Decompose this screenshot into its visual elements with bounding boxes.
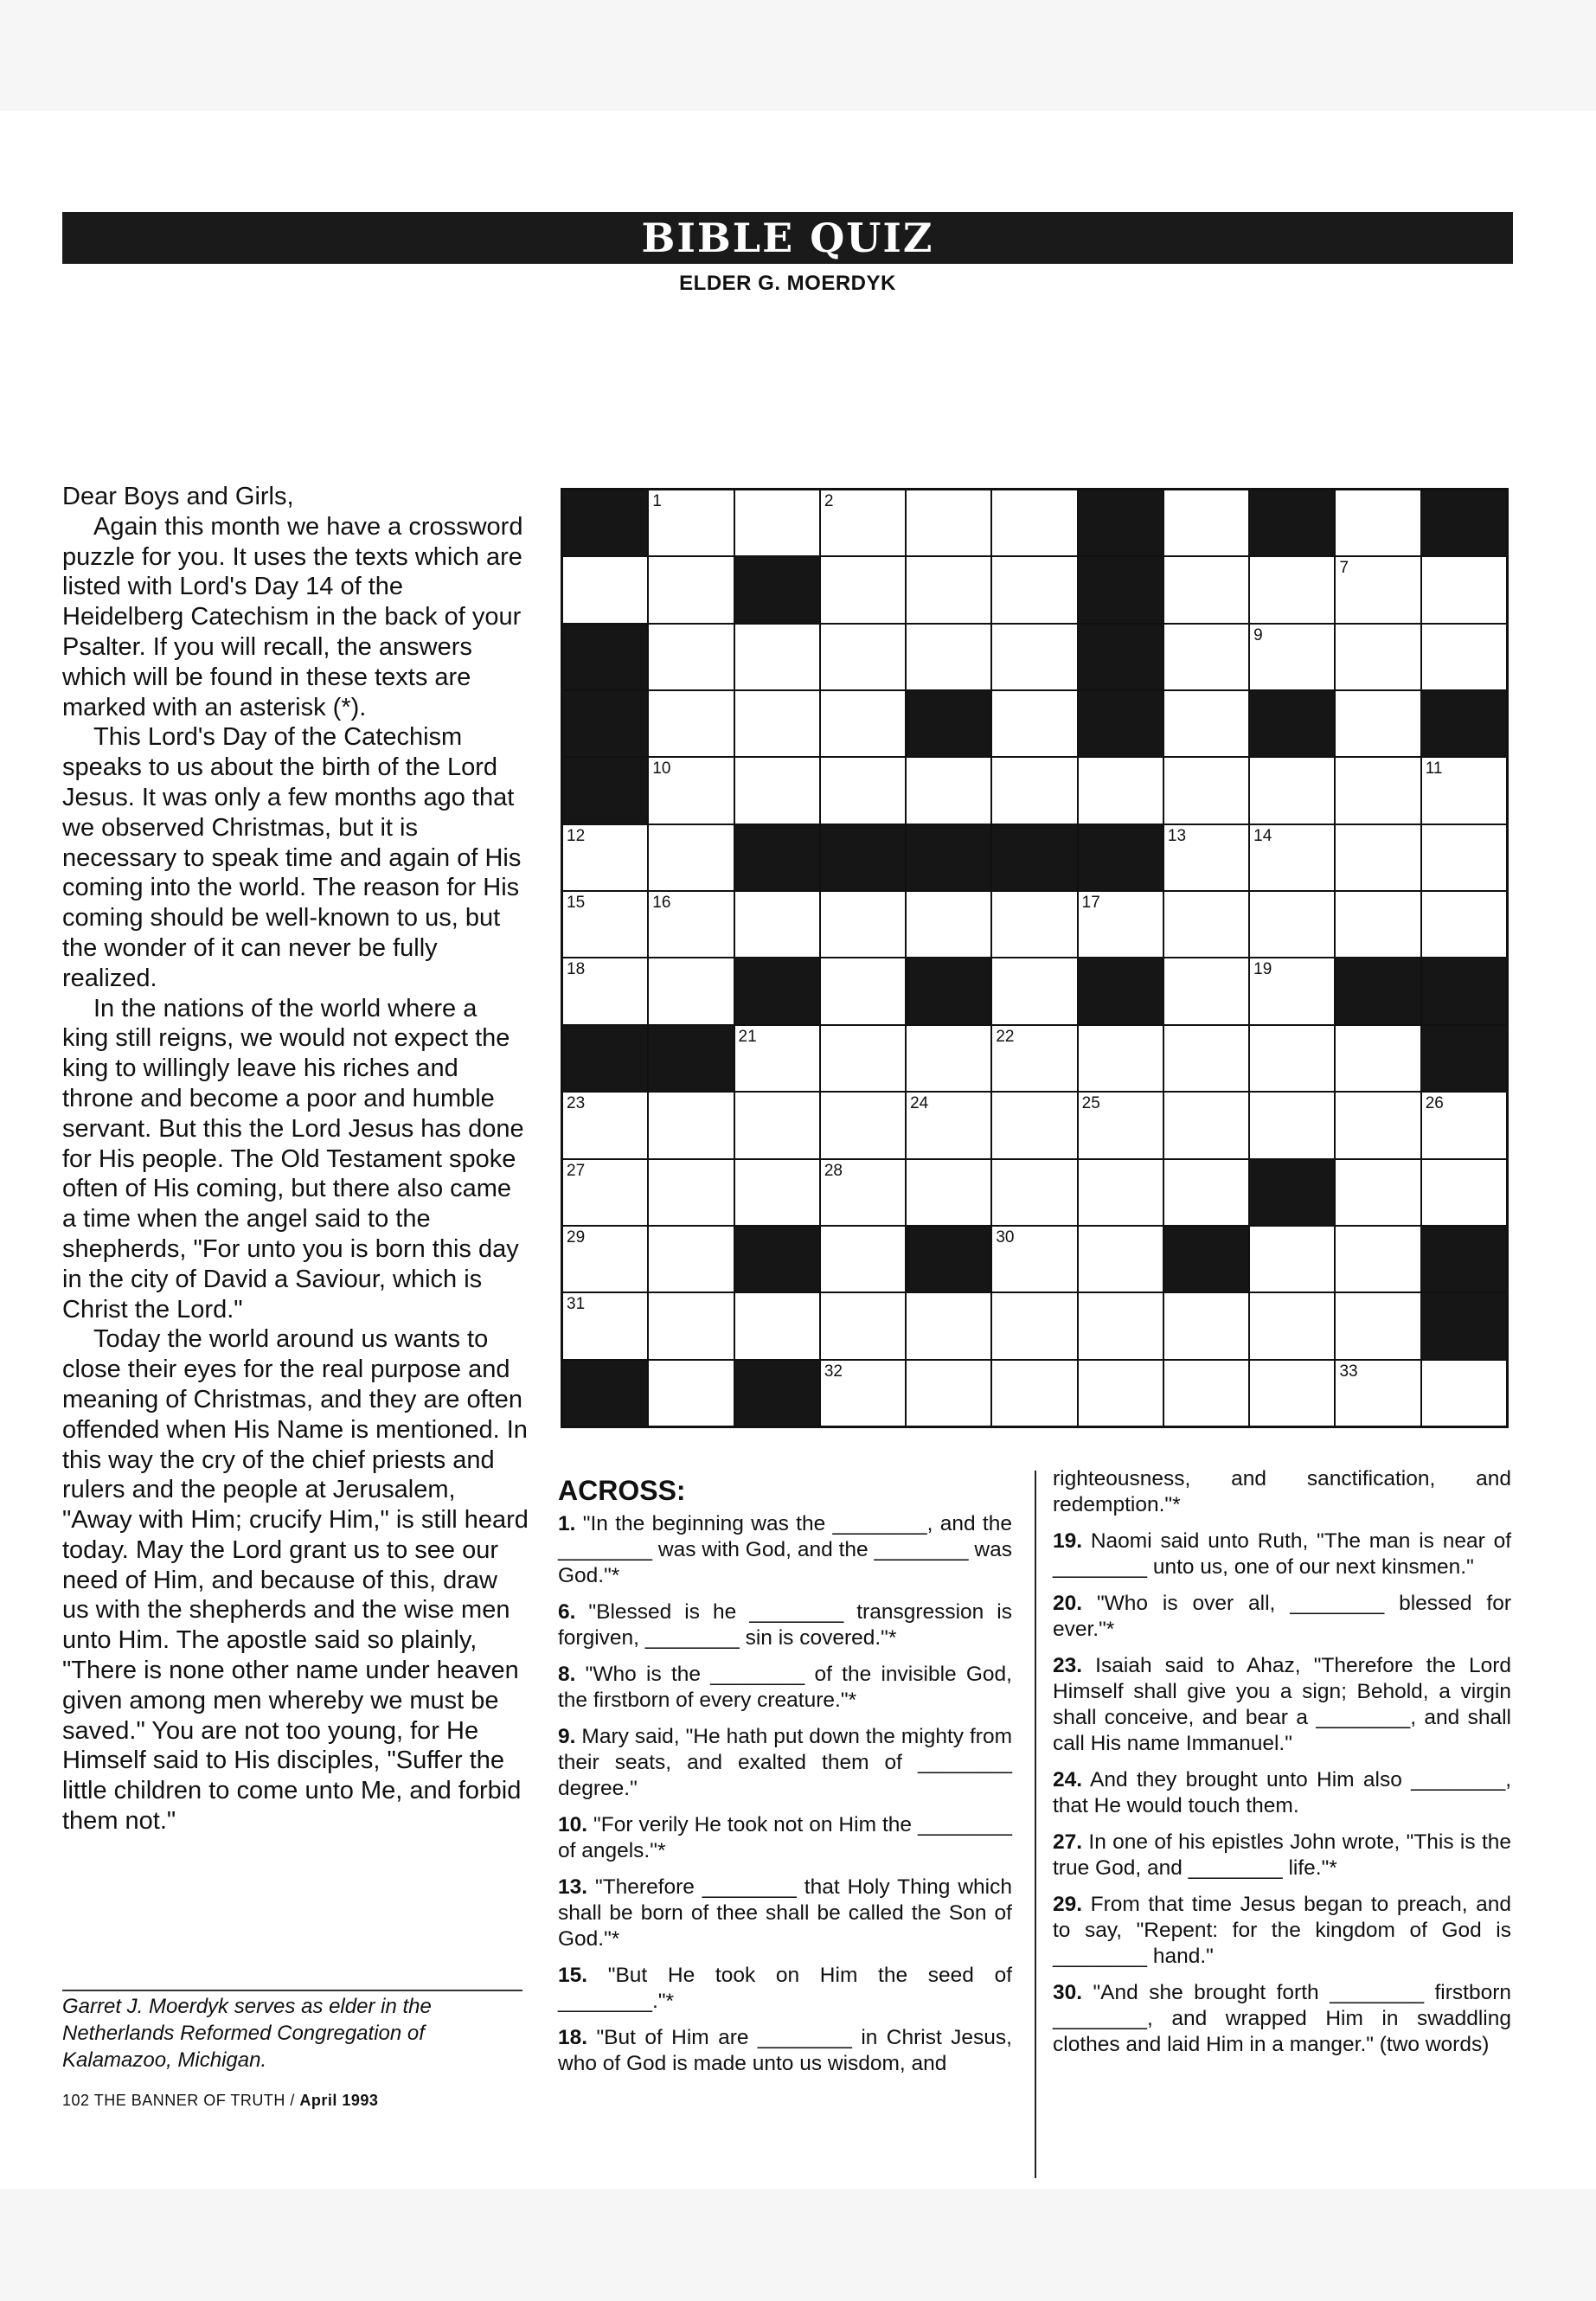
clue-number: 11	[1425, 760, 1443, 779]
crossword-cell[interactable]	[1336, 1026, 1420, 1091]
clue-item-text: "Blessed is he ________ transgression is forgiven, ________ sin is covered."*	[558, 1600, 1012, 1650]
crossword-cell[interactable]	[1250, 825, 1334, 890]
crossword-cell[interactable]	[649, 1160, 733, 1225]
clue-number: 15	[567, 894, 586, 913]
clue-item-text: "For verily He took not on Him the ________ of angels."*	[558, 1813, 1012, 1862]
crossword-cell[interactable]	[992, 958, 1076, 1023]
clue-item-number: 8.	[558, 1663, 576, 1686]
crossword-cell[interactable]	[563, 825, 647, 890]
clue-number: 19	[1253, 960, 1272, 979]
letter-salutation: Dear Boys and Girls,	[62, 483, 294, 510]
crossword-block	[1422, 490, 1506, 555]
crossword-block	[1336, 958, 1420, 1023]
column-divider	[1035, 1471, 1036, 2178]
letter-paragraph: Again this month we have a crossword puzzle for you. It uses the texts which are listed with Lord's Day 14 of the Heidelberg Catechism in the back of your Psalter. If you will recall, the answers which will be found in these texts are marked with an asterisk (*).	[62, 512, 523, 721]
crossword-cell[interactable]	[992, 490, 1076, 555]
crossword-cell[interactable]	[821, 490, 905, 555]
crossword-cell[interactable]	[907, 1026, 990, 1091]
bio-divider	[62, 1990, 522, 1991]
crossword-block	[1422, 1227, 1506, 1292]
clues-right-column	[1053, 1466, 1511, 2068]
crossword-cell[interactable]	[821, 1361, 905, 1426]
crossword-block	[907, 691, 990, 756]
crossword-cell[interactable]	[907, 892, 990, 957]
clue-item	[558, 1599, 1012, 1651]
crossword-cell[interactable]	[1079, 1160, 1163, 1225]
crossword-cell[interactable]	[1164, 1361, 1248, 1426]
clue-item	[558, 2025, 1012, 2077]
clue-item-number: 23.	[1053, 1654, 1083, 1677]
crossword-cell[interactable]	[649, 825, 733, 890]
clue-item-number: 13.	[558, 1875, 588, 1899]
crossword-cell[interactable]	[1422, 892, 1506, 957]
crossword-block	[735, 1227, 819, 1292]
crossword-cell[interactable]	[1250, 1293, 1334, 1358]
letter-paragraph: In the nations of the world where a king still reigns, we would not expect the king to willingly leave his riches and throne and become a poor and humble servant. But this the Lord Jesus has done for His people. The Old Testament spoke often of His coming, but there also came a time when the angel said to the shepherds, "For unto you is born this day in the city of David a Saviour, which is Christ the Lord."	[62, 994, 524, 1324]
crossword-cell[interactable]	[735, 691, 819, 756]
clue-item-number: 30.	[1053, 1981, 1083, 2004]
crossword-cell[interactable]	[1250, 958, 1334, 1023]
crossword-block	[563, 625, 647, 689]
clue-number: 1	[652, 492, 662, 510]
crossword-cell[interactable]	[821, 1293, 905, 1358]
crossword-cell[interactable]	[1250, 892, 1334, 957]
clue-item	[1053, 1529, 1511, 1580]
crossword-cell[interactable]	[1336, 691, 1420, 756]
crossword-cell[interactable]	[992, 1227, 1076, 1292]
crossword-cell[interactable]	[992, 892, 1076, 957]
clue-item-text: And they brought unto Him also ________, that He would touch them.	[1053, 1768, 1511, 1817]
crossword-block	[735, 958, 819, 1023]
crossword-cell[interactable]	[563, 1093, 647, 1157]
author-byline: ELDER G. MOERDYK	[679, 272, 896, 295]
clue-number: 33	[1339, 1362, 1358, 1381]
clue-item-number: 27.	[1053, 1830, 1083, 1854]
crossword-cell[interactable]	[1250, 557, 1334, 622]
crossword-cell[interactable]	[649, 691, 733, 756]
crossword-cell[interactable]	[907, 557, 990, 622]
crossword-cell[interactable]	[1250, 1361, 1334, 1426]
crossword-cell[interactable]	[563, 892, 647, 957]
crossword-cell[interactable]	[821, 1227, 905, 1292]
crossword-cell[interactable]	[735, 1026, 819, 1091]
crossword-cell[interactable]	[1079, 1026, 1163, 1091]
clue-item-number: 29.	[1053, 1893, 1083, 1916]
crossword-cell[interactable]	[907, 1160, 990, 1225]
crossword-cell[interactable]	[1336, 625, 1420, 689]
crossword-cell[interactable]	[821, 892, 905, 957]
crossword-cell[interactable]	[649, 892, 733, 957]
clue-number: 24	[910, 1094, 929, 1113]
crossword-cell[interactable]	[649, 490, 733, 555]
page-title: BIBLE QUIZ	[62, 212, 1513, 264]
crossword-block	[563, 1026, 647, 1091]
crossword-block	[735, 825, 819, 890]
crossword-block	[1422, 958, 1506, 1023]
crossword-block	[563, 490, 647, 555]
crossword-cell[interactable]	[1250, 1093, 1334, 1157]
crossword-cell[interactable]	[907, 490, 990, 555]
crossword-block	[563, 758, 647, 823]
crossword-cell[interactable]	[1336, 825, 1420, 890]
crossword-cell[interactable]	[649, 758, 733, 823]
clue-number: 27	[567, 1161, 586, 1180]
crossword-cell[interactable]	[1336, 892, 1420, 957]
crossword-cell[interactable]	[1164, 958, 1248, 1023]
crossword-cell[interactable]	[735, 758, 819, 823]
crossword-cell[interactable]	[649, 557, 733, 622]
crossword-cell[interactable]	[563, 1293, 647, 1358]
clue-number: 29	[567, 1227, 586, 1247]
crossword-cell[interactable]	[821, 691, 905, 756]
letter-body	[62, 482, 529, 1836]
scan-margin-bottom	[0, 2189, 1596, 2301]
crossword-cell[interactable]	[1164, 625, 1248, 689]
crossword-block	[907, 825, 990, 890]
crossword-cell[interactable]	[1164, 1293, 1248, 1358]
crossword-block	[563, 691, 647, 756]
clue-number: 17	[1081, 894, 1100, 913]
clue-item-number: 9.	[558, 1725, 576, 1748]
crossword-cell[interactable]	[992, 758, 1076, 823]
clue-item-text: "Who is the ________ of the invisible God, the firstborn of every creature."*	[558, 1663, 1012, 1712]
clue-item-text: "Therefore ________ that Holy Thing which shall be born of thee shall be called the Son of God."*	[558, 1875, 1012, 1951]
clue-item-text: Naomi said unto Ruth, "The man is near of ________ unto us, one of our next kinsmen."	[1053, 1529, 1511, 1579]
crossword-cell[interactable]	[992, 1361, 1076, 1426]
crossword-cell[interactable]	[649, 1227, 733, 1292]
crossword-cell[interactable]	[1079, 892, 1163, 957]
crossword-cell[interactable]	[649, 958, 733, 1023]
crossword-cell[interactable]	[992, 691, 1076, 756]
crossword-cell[interactable]	[1250, 758, 1334, 823]
crossword-cell[interactable]	[1164, 825, 1248, 890]
crossword-cell[interactable]	[1422, 825, 1506, 890]
crossword-cell[interactable]	[735, 1160, 819, 1225]
clue-item-text: Mary said, "He hath put down the mighty from their seats, and exalted them of ________ degree."	[558, 1725, 1012, 1800]
letter-paragraph: This Lord's Day of the Catechism speaks to us about the birth of the Lord Jesus. It was only a few months ago that we observed Christmas, but it is necessary to speak time and again of His coming into the world. The reason for His coming should be well-known to us, but the wonder of it can never be fully realized.	[62, 723, 522, 992]
crossword-cell[interactable]	[1164, 691, 1248, 756]
clue-item	[1053, 1980, 1511, 2058]
clue-number: 32	[824, 1362, 843, 1381]
page-footer	[62, 2092, 378, 2110]
crossword-cell[interactable]	[1422, 625, 1506, 689]
clue-item-text: "In the beginning was the ________, and the ________ was with God, and the ________ was God."*	[558, 1512, 1012, 1587]
crossword-cell[interactable]	[992, 1093, 1076, 1157]
clue-number: 22	[996, 1027, 1015, 1046]
clue-continuation: righteousness, and sanctification, and redemption."*	[1053, 1467, 1511, 1516]
clue-item-text: From that time Jesus began to preach, and to say, "Repent: for the kingdom of God is ________ hand."	[1053, 1893, 1511, 1968]
clue-item	[1053, 1591, 1511, 1643]
scan-margin-top	[0, 0, 1596, 111]
clue-item	[558, 1812, 1012, 1864]
crossword-cell[interactable]	[649, 1093, 733, 1157]
crossword-cell[interactable]	[1164, 1160, 1248, 1225]
clue-item	[558, 1511, 1012, 1589]
crossword-cell[interactable]	[1336, 1160, 1420, 1225]
crossword-cell[interactable]	[821, 1026, 905, 1091]
clue-number: 23	[567, 1094, 586, 1113]
letter-paragraph: Today the world around us wants to close their eyes for the real purpose and meaning of Christmas, and they are often offended when His Name is mentioned. In this way the cry of the chief priests and rulers and the people at Jerusalem, "Away with Him; crucify Him," is still heard today. May the Lord grant us to see our need of Him, and because of this, draw us with the shepherds and the wise men unto Him. The apostle said so plainly, "There is none other name under heaven given among men whereby we must be saved." You are not too young, for He Himself said to His disciples, "Suffer the little children to come unto Me, and forbid them not."	[62, 1325, 529, 1836]
crossword-cell[interactable]	[649, 1293, 733, 1358]
crossword-cell[interactable]	[821, 1160, 905, 1225]
clue-number: 14	[1253, 826, 1272, 845]
clue-item	[558, 1963, 1012, 2015]
clue-item-number: 18.	[558, 2026, 588, 2049]
crossword-block	[1079, 557, 1163, 622]
crossword-cell[interactable]	[821, 625, 905, 689]
crossword-cell[interactable]	[1336, 758, 1420, 823]
clue-item	[558, 1875, 1012, 1952]
clue-number: 12	[567, 826, 586, 845]
crossword-block	[907, 958, 990, 1023]
crossword-block	[1422, 1293, 1506, 1358]
crossword-block	[1422, 1026, 1506, 1091]
clue-item-number: 15.	[558, 1964, 588, 1987]
crossword-cell[interactable]	[907, 1293, 990, 1358]
crossword-cell[interactable]	[1164, 1026, 1248, 1091]
clue-item-text: "Who is over all, ________ blessed for ever."*	[1053, 1592, 1511, 1641]
crossword-cell[interactable]	[907, 1093, 990, 1157]
clue-number: 25	[1081, 1094, 1100, 1113]
clue-item-text: "And she brought forth ________ firstborn ________, and wrapped Him in swaddling clothes and laid Him in a manger." (two words)	[1053, 1981, 1511, 2056]
crossword-cell[interactable]	[649, 625, 733, 689]
crossword-cell[interactable]	[1422, 758, 1506, 823]
crossword-cell[interactable]	[1422, 557, 1506, 622]
crossword-cell[interactable]	[649, 1361, 733, 1426]
crossword-block	[992, 825, 1076, 890]
crossword-cell[interactable]	[1336, 1227, 1420, 1292]
clue-number: 13	[1167, 826, 1187, 845]
clue-item-number: 6.	[558, 1600, 576, 1624]
crossword-cell[interactable]	[563, 958, 647, 1023]
crossword-cell[interactable]	[1164, 892, 1248, 957]
footer-issue: April 1993	[299, 2092, 379, 2109]
crossword-cell[interactable]	[735, 892, 819, 957]
crossword-cell[interactable]	[1422, 1093, 1506, 1157]
clue-item-text: "But of Him are ________ in Christ Jesus, who of God is made unto us wisdom, and	[558, 2026, 1012, 2075]
clue-number: 28	[824, 1161, 843, 1180]
clues-left-column	[558, 1475, 1012, 2087]
clue-number: 2	[824, 492, 834, 510]
crossword-cell[interactable]	[1079, 1361, 1163, 1426]
crossword-cell[interactable]	[1079, 1227, 1163, 1292]
crossword-cell[interactable]	[992, 1293, 1076, 1358]
crossword-cell[interactable]	[907, 1361, 990, 1426]
clue-number: 7	[1339, 559, 1349, 578]
clue-item	[558, 1662, 1012, 1714]
clue-number: 21	[738, 1027, 757, 1046]
clue-item	[1053, 1830, 1511, 1881]
crossword-cell[interactable]	[1250, 1026, 1334, 1091]
across-heading: ACROSS:	[558, 1475, 686, 1506]
clue-number: 30	[996, 1227, 1015, 1247]
crossword-cell[interactable]	[1164, 557, 1248, 622]
clue-item-text: "But He took on Him the seed of ________."*	[558, 1964, 1012, 2013]
clue-number: 18	[567, 960, 586, 979]
crossword-cell[interactable]	[735, 1293, 819, 1358]
clue-item-number: 10.	[558, 1813, 588, 1836]
crossword-block	[563, 1361, 647, 1426]
crossword-cell[interactable]	[563, 557, 647, 622]
crossword-cell[interactable]	[1164, 1093, 1248, 1157]
crossword-cell[interactable]	[1250, 1227, 1334, 1292]
clue-item-number: 24.	[1053, 1768, 1083, 1791]
crossword-cell[interactable]	[992, 1160, 1076, 1225]
crossword-block	[1079, 825, 1163, 890]
crossword-block	[1079, 625, 1163, 689]
clue-number: 9	[1253, 625, 1263, 644]
clue-number: 10	[652, 760, 671, 779]
crossword-cell[interactable]	[1336, 1093, 1420, 1157]
crossword-cell[interactable]	[821, 958, 905, 1023]
crossword-cell[interactable]	[992, 1026, 1076, 1091]
crossword-block	[735, 557, 819, 622]
crossword-cell[interactable]	[735, 1093, 819, 1157]
clue-item-text: In one of his epistles John wrote, "This is the true God, and ________ life."*	[1053, 1830, 1511, 1880]
crossword-cell[interactable]	[1336, 557, 1420, 622]
crossword-cell[interactable]	[1422, 1160, 1506, 1225]
crossword-block	[1079, 490, 1163, 555]
clue-item	[1053, 1892, 1511, 1970]
crossword-block	[1250, 490, 1334, 555]
crossword-cell[interactable]	[1079, 1093, 1163, 1157]
crossword-cell[interactable]	[821, 758, 905, 823]
crossword-block	[1250, 691, 1334, 756]
crossword-block	[1079, 958, 1163, 1023]
crossword-cell[interactable]	[1164, 758, 1248, 823]
crossword-block	[649, 1026, 733, 1091]
crossword-block	[1079, 691, 1163, 756]
clue-item	[558, 1724, 1012, 1802]
crossword-cell[interactable]	[1164, 490, 1248, 555]
footer-publication: 102 THE BANNER OF TRUTH /	[62, 2092, 300, 2109]
crossword-cell[interactable]	[1250, 625, 1334, 689]
clue-number: 31	[567, 1295, 586, 1314]
clue-item-number: 1.	[558, 1512, 576, 1535]
crossword-cell[interactable]	[992, 557, 1076, 622]
author-bio: Garret J. Moerdyk serves as elder in the Netherlands Reformed Congregation of Kalamazoo, Michigan.	[62, 1995, 432, 2072]
clue-item-number: 19.	[1053, 1529, 1083, 1553]
clue-item-number: 20.	[1053, 1592, 1083, 1615]
crossword-block	[1250, 1160, 1334, 1225]
crossword-cell[interactable]	[1079, 758, 1163, 823]
crossword-cell[interactable]	[821, 557, 905, 622]
crossword-cell[interactable]	[735, 625, 819, 689]
crossword-block	[1422, 691, 1506, 756]
crossword-cell[interactable]	[907, 625, 990, 689]
crossword-block	[1164, 1227, 1248, 1292]
crossword-block	[907, 1227, 990, 1292]
clue-number: 26	[1425, 1094, 1444, 1113]
clue-item	[1053, 1767, 1511, 1819]
crossword-block	[735, 1361, 819, 1426]
crossword-cell[interactable]	[735, 490, 819, 555]
crossword-cell[interactable]	[992, 625, 1076, 689]
crossword-cell[interactable]	[1336, 1293, 1420, 1358]
crossword-cell[interactable]	[907, 758, 990, 823]
crossword-cell[interactable]	[1079, 1293, 1163, 1358]
crossword-cell[interactable]	[1336, 490, 1420, 555]
crossword-cell[interactable]	[821, 1093, 905, 1157]
crossword-cell[interactable]	[1336, 1361, 1420, 1426]
crossword-cell[interactable]	[563, 1160, 647, 1225]
clue-item	[1053, 1653, 1511, 1757]
clue-number: 16	[652, 894, 671, 913]
crossword-cell[interactable]	[1422, 1361, 1506, 1426]
clue-item-text: Isaiah said to Ahaz, "Therefore the Lord Himself shall give you a sign; Behold, a virgin shall conceive, and bear a ________, and shall call His name Immanuel."	[1053, 1654, 1511, 1755]
crossword-cell[interactable]	[563, 1227, 647, 1292]
crossword-grid	[561, 488, 1509, 1428]
crossword-block	[821, 825, 905, 890]
